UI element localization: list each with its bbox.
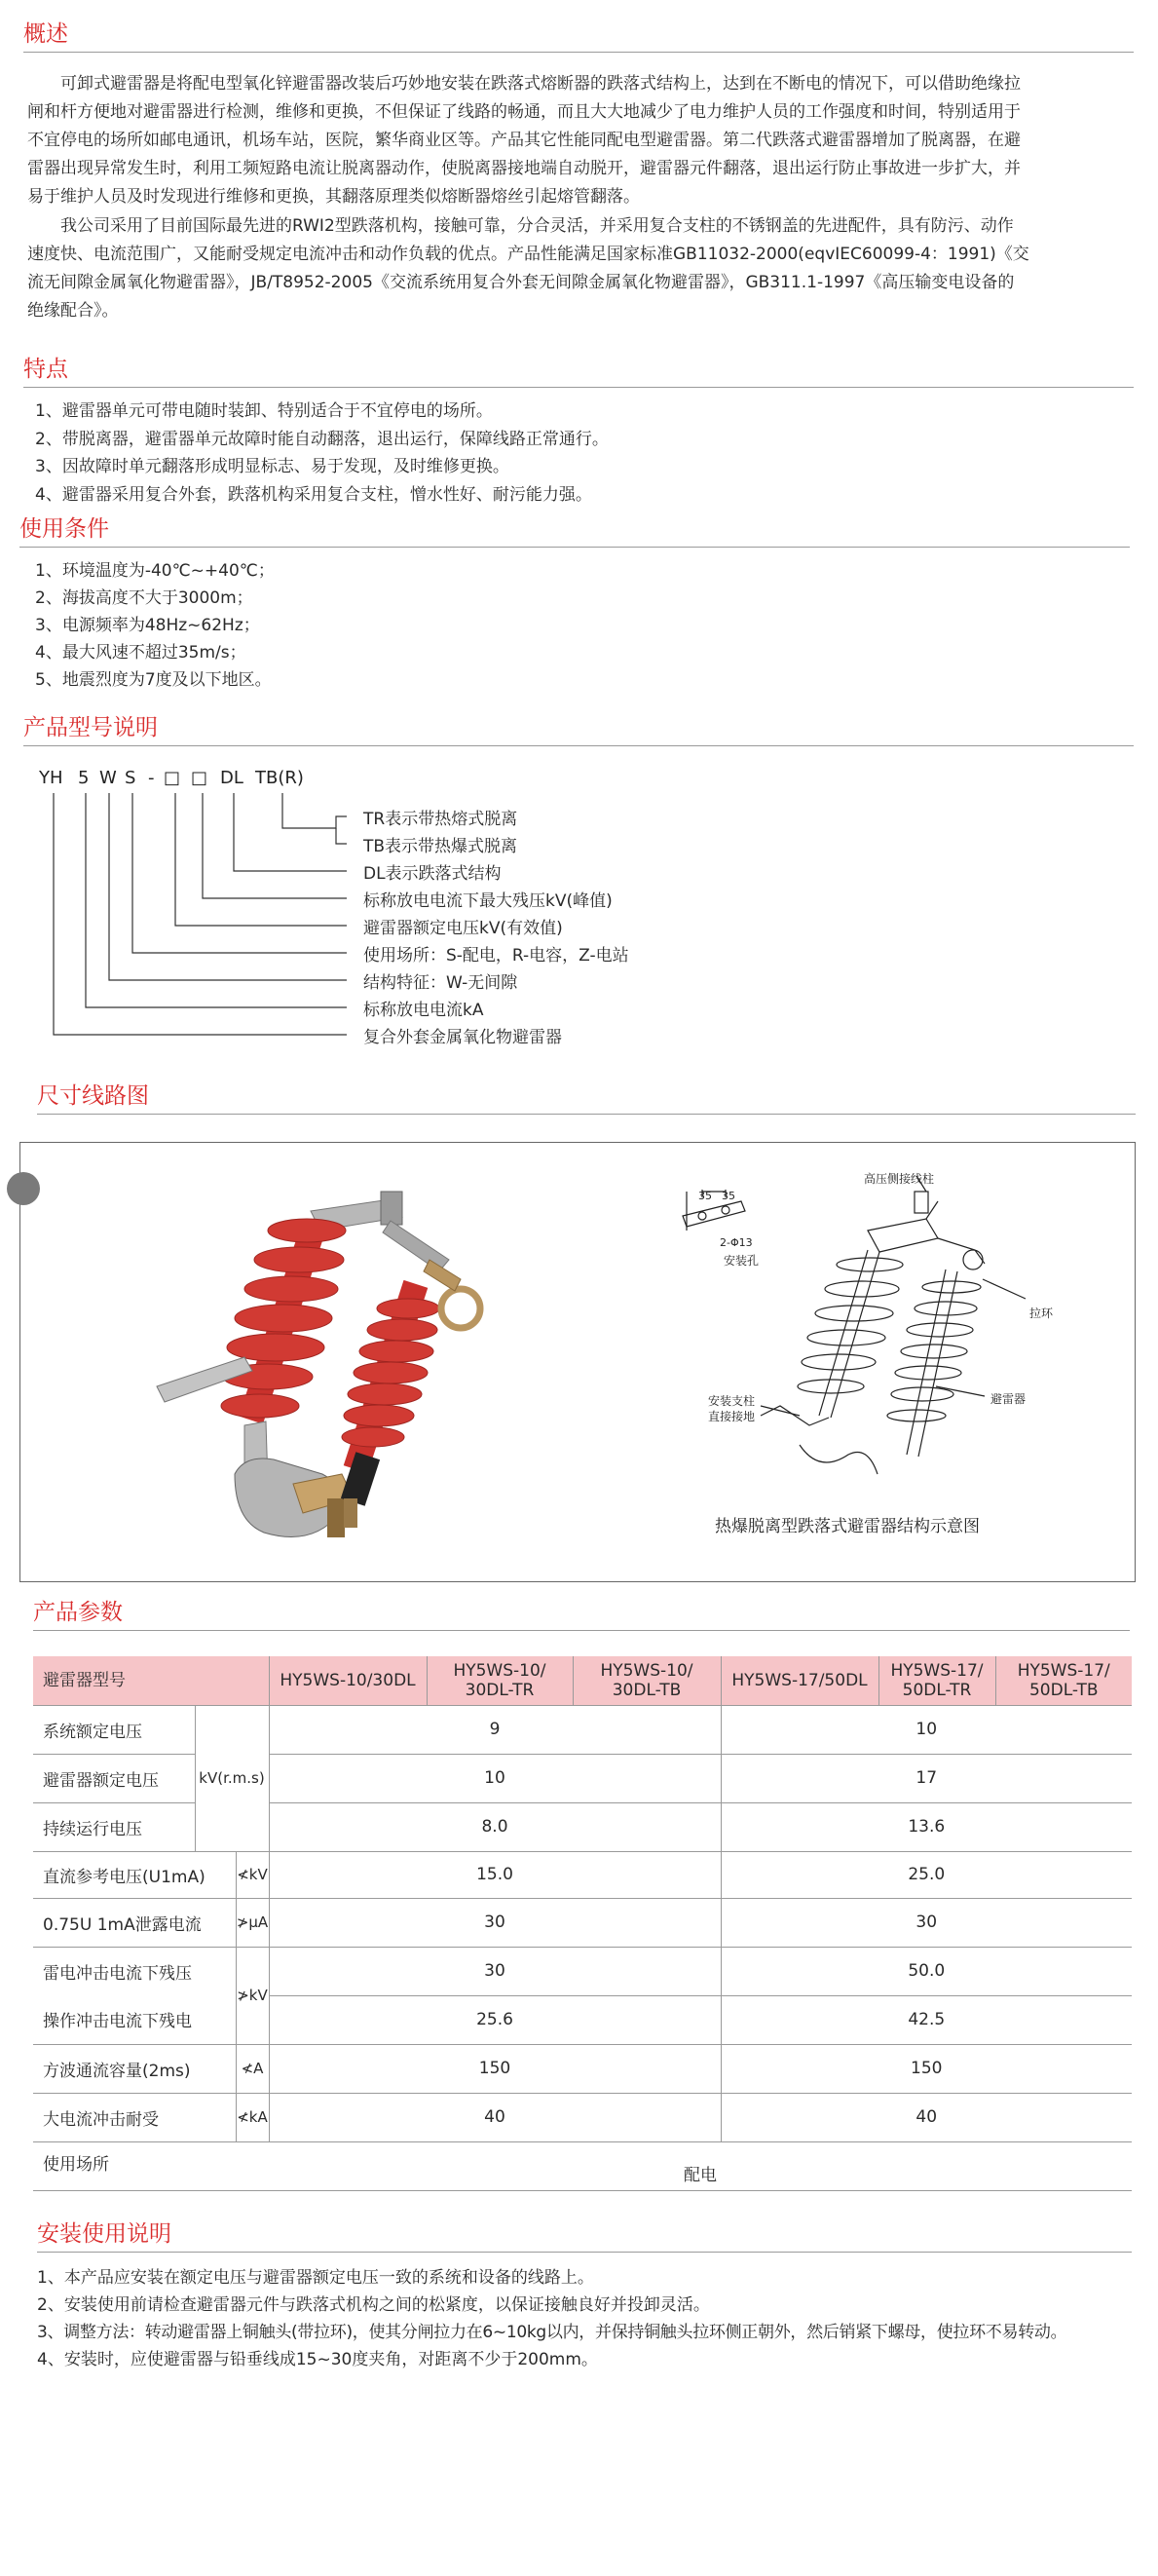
value-cell: 10 [721,1705,1132,1754]
value-cell: 30 [721,1898,1132,1947]
section-title: 概述 [23,21,68,47]
unit-cell: ≮A [236,2044,269,2093]
install-list [37,2264,1147,2373]
list-item: 2、海拔高度不大于3000m； [35,588,253,608]
legend-item: 避雷器额定电压kV(有效值) [363,919,563,938]
label-dim: 35 [722,1190,735,1202]
list-item: 5、地震烈度为7度及以下地区。 [35,670,272,690]
legend-item: 标称放电电流kA [363,1001,484,1020]
params-table [33,1656,1132,2191]
value-cell: 配电 [269,2141,1132,2190]
code-part: □ [164,768,181,788]
header-cell: HY5WS-10/ 30DL-TR [427,1656,573,1705]
row-label: 使用场所 [33,2141,269,2190]
unit-cell: ≮kV [236,1851,269,1898]
list-item: 2、安装使用前请检查避雷器元件与跌落式机构之间的松紧度，以保证接触良好并投卸灵活。 [37,2295,710,2315]
code-part: W [99,768,117,788]
section-install-header [37,2219,1132,2253]
label-dim: 35 [698,1190,712,1202]
label-arrester: 避雷器 [990,1392,1027,1406]
value-cell: 30 [269,1898,721,1947]
carousel-dot[interactable] [7,1172,40,1205]
structure-drawing [663,1162,1121,1533]
label-mount-hole: 安装孔 [724,1254,760,1268]
text-line: 绝缘配合》。 [27,301,119,321]
divider [37,2252,1132,2253]
table-row [33,2141,1132,2190]
value-cell: 40 [721,2093,1132,2141]
legend-item: 复合外套金属氧化物避雷器 [363,1028,562,1047]
list-item: 3、电源频率为48Hz~62Hz； [35,616,260,635]
section-title: 尺寸线路图 [37,1083,149,1109]
value-cell: 25.0 [721,1851,1132,1898]
code-part: DL [220,768,243,788]
table-row [33,1898,1132,1947]
model-legend-lines [0,0,1158,1072]
code-part: - [148,768,155,788]
list-item: 4、避雷器采用复合外套，跌落机构采用复合支柱，憎水性好、耐污能力强。 [35,484,592,505]
value-cell: 30 [269,1947,721,1995]
label-pull-ring: 拉环 [1029,1307,1054,1320]
text-line: 我公司采用了目前国际最先进的RWI2型跌落机构，接触可靠，分合灵活，并采用复合支柱的不锈钢盖的先进配件，具有防污、动作 [60,216,1014,236]
code-part: □ [191,768,208,788]
value-cell: 15.0 [269,1851,721,1898]
list-item: 3、因故障时单元翻落形成明显标志、易于发现，及时维修更换。 [35,457,509,476]
legend-item: 标称放电电流下最大残压kV(峰值) [363,891,613,911]
section-title: 使用条件 [19,516,109,542]
header-cell: 避雷器型号 [33,1656,269,1705]
list-item: 3、调整方法：转动避雷器上铜触头(带拉环)，使其分闸拉力在6~10kg以内，并保持铜触头拉环侧正朝外，然后销紧下螺母，使拉环不易转动。 [37,2323,1067,2342]
section-title: 产品参数 [33,1600,123,1625]
header-cell: HY5WS-10/30DL [269,1656,427,1705]
value-cell: 13.6 [721,1802,1132,1851]
pull-ring [424,1260,480,1328]
list-item: 1、环境温度为-40℃~+40℃； [35,561,275,581]
table-row [33,2044,1132,2093]
section-params-header [33,1598,1130,1631]
legend-item: DL表示跌落式结构 [363,864,502,884]
table-row [33,2093,1132,2141]
value-cell: 40 [269,2093,721,2141]
table-row [33,1851,1132,1898]
value-cell: 9 [269,1705,721,1754]
text-line: 易于维护人员及时发现进行维修和更换，其翻落原理类似熔断器熔丝引起熔管翻落。 [27,187,640,207]
section-title: 特点 [23,357,68,382]
code-part: 5 [78,768,90,788]
list-item: 4、最大风速不超过35m/s； [35,643,246,663]
section-dimensions-header [37,1081,1136,1115]
code-part: YH [39,768,63,788]
row-label: 避雷器额定电压 [33,1754,195,1802]
value-cell: 25.6 [269,1995,721,2044]
unit-cell: ≯kV [236,1947,269,2044]
table-row [33,1995,1132,2044]
divider [37,1114,1136,1115]
header-cell: HY5WS-17/50DL [721,1656,878,1705]
text-line: 雷器出现异常发生时，利用工频短路电流让脱离器动作，使脱离器接地端自动脱开，避雷器元件翻落，退出运行防止事故进一步扩大，并 [27,159,1021,178]
text-line: 流无间隙金属氧化物避雷器》，JB/T8952-2005《交流系统用复合外套无间隙金属氧化物避雷器》，GB311.1-1997《高压输变电设备的 [27,273,1015,292]
list-item: 1、本产品应安装在额定电压与避雷器额定电压一致的系统和设备的线路上。 [37,2268,594,2288]
legend-item: 使用场所：S-配电，R-电容，Z-电站 [363,946,629,966]
right-arrester [341,1280,439,1528]
label-ground: 直接接地 [708,1410,756,1423]
divider [33,1630,1130,1631]
header-cell: HY5WS-17/ 50DL-TR [878,1656,995,1705]
code-part: TB(R) [255,768,304,788]
value-cell: 42.5 [721,1995,1132,2044]
value-cell: 50.0 [721,1947,1132,1995]
label-support: 安装支柱 [708,1394,756,1408]
value-cell: 10 [269,1754,721,1802]
unit-cell: kV(r.m.s) [195,1705,269,1851]
section-title: 产品型号说明 [23,715,158,740]
row-label: 0.75U 1mA泄露电流 [33,1898,236,1947]
table-row [33,1705,1132,1754]
row-label: 操作冲击电流下残电 [33,1995,236,2044]
text-line: 速度快、电流范围广，又能耐受规定电流冲击和动作负载的优点。产品性能满足国家标准GB11032-2000(eqvIEC60099-4：1991)《交 [27,245,1029,264]
list-item: 1、避雷器单元可带电随时装卸、特别适合于不宜停电的场所。 [35,401,493,421]
value-cell: 150 [269,2044,721,2093]
label-hole-spec: 2-Φ13 [720,1236,753,1249]
value-cell: 17 [721,1754,1132,1802]
value-cell: 150 [721,2044,1132,2093]
row-label: 持续运行电压 [33,1802,195,1851]
row-label: 系统额定电压 [33,1705,195,1754]
row-label: 方波通流容量(2ms) [33,2044,236,2093]
left-insulator [221,1219,346,1424]
section-title: 安装使用说明 [37,2221,171,2247]
text-line: 不宜停电的场所如邮电通讯，机场车站，医院，繁华商业区等。产品其它性能同配电型避雷器。第二代跌落式避雷器增加了脱离器，在避 [27,131,1021,150]
list-item: 4、安装时，应使避雷器与铅垂线成15~30度夹角，对距离不少于200mm。 [37,2350,598,2369]
unit-cell: ≮kA [236,2093,269,2141]
product-photo [98,1162,585,1572]
row-label: 雷电冲击电流下残压 [43,1963,192,1984]
label-hv-terminal: 高压侧接线柱 [864,1172,935,1186]
value-cell: 8.0 [269,1802,721,1851]
row-label: 大电流冲击耐受 [33,2093,236,2141]
header-cell: HY5WS-10/ 30DL-TB [573,1656,721,1705]
legend-item: TR表示带热熔式脱离 [363,810,518,829]
legend-item: 结构特征：W-无间隙 [363,973,518,993]
unit-cell: ≯μA [236,1898,269,1947]
diagram-caption: 热爆脱离型跌落式避雷器结构示意图 [715,1517,980,1536]
table-header-row [33,1656,1132,1705]
legend-item: TB表示带热爆式脱离 [363,837,518,856]
bottom-clamp [235,1458,354,1537]
table-row [33,1947,1132,1995]
code-part: S [125,768,136,788]
text-line: 可卸式避雷器是将配电型氧化锌避雷器改装后巧妙地安装在跌落式熔断器的跌落式结构上，达到在不断电的情况下，可以借助绝缘拉 [60,74,1021,94]
header-cell: HY5WS-17/ 50DL-TB [995,1656,1132,1705]
list-item: 2、带脱离器，避雷器单元故障时能自动翻落，退出运行，保障线路正常通行。 [35,429,609,449]
text-line: 闸和杆方便地对避雷器进行检测，维修和更换，不但保证了线路的畅通，而且大大地减少了电力维护人员的工作强度和时间，特别适用于 [27,102,1021,122]
row-label: 直流参考电压(U1mA) [33,1851,236,1898]
